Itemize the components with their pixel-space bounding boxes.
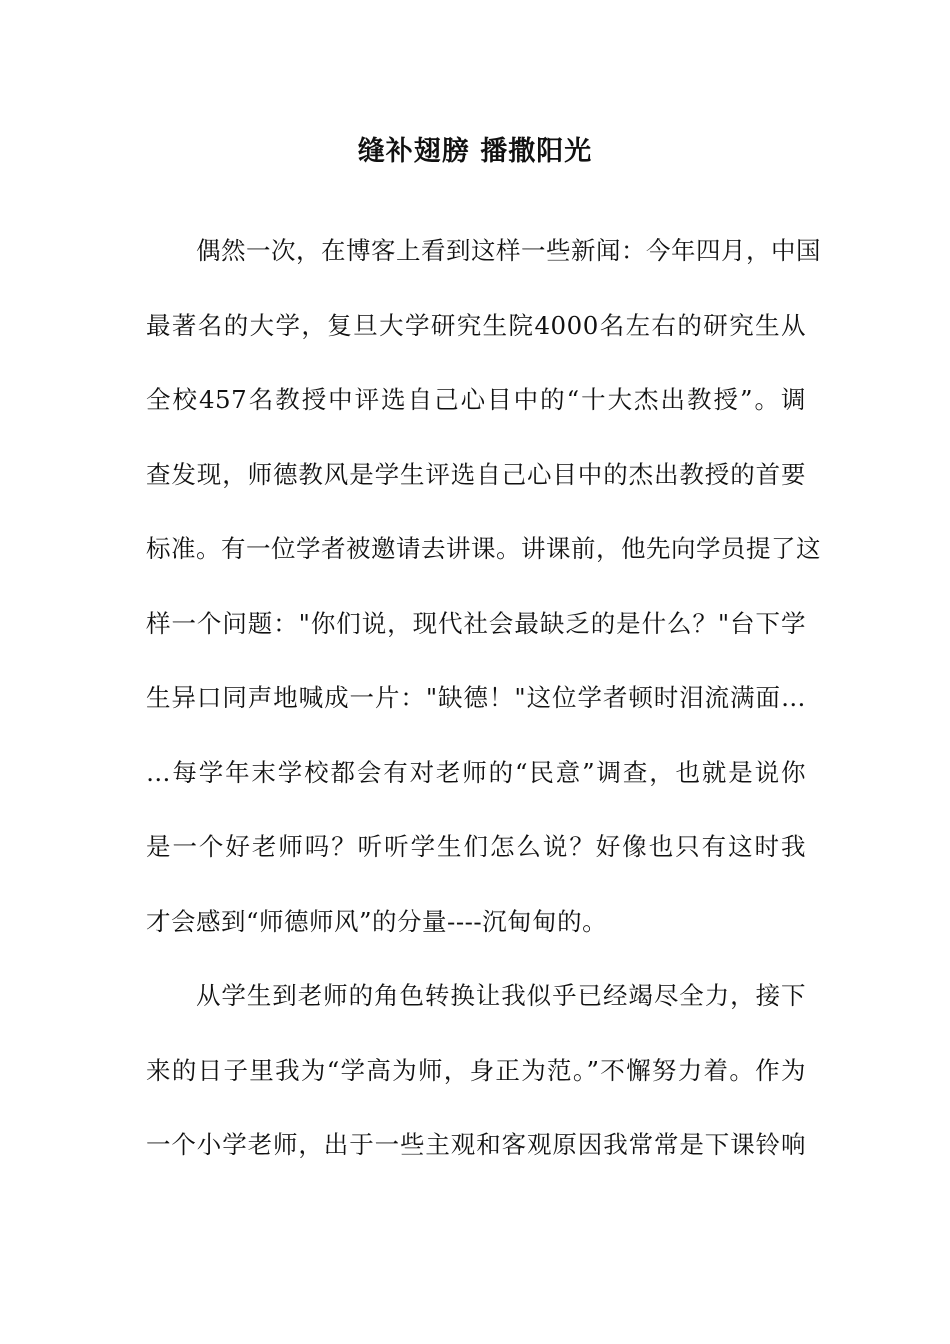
text-line: 生异口同声地喊成一片："缺德！"这位学者顿时泪流满面… — [146, 683, 806, 712]
text-line: 才会感到“师德师风”的分量----沉甸甸的。 — [146, 906, 608, 936]
text-line: 标准。有一位学者被邀请去讲课。讲课前，他先向学员提了这 — [146, 534, 821, 563]
document-body — [146, 214, 821, 1183]
paragraph-2 — [146, 959, 806, 1183]
text-line: 来的日子里我为“学高为师，身正为范。”不懈努力着。作为 — [146, 1055, 806, 1085]
text-line: 全校457名教授中评选自己心目中的“十大杰出教授”。调 — [146, 385, 806, 414]
text-line: …每学年末学校都会有对老师的“民意”调查，也就是说你 — [146, 757, 806, 787]
text-line: 最著名的大学，复旦大学研究生院4000名左右的研究生从 — [146, 310, 806, 340]
text-line: 查发现，师德教风是学生评选自己心目中的杰出教授的首要 — [146, 459, 806, 489]
document-title: 缝补翅膀 播撒阳光 — [357, 136, 593, 167]
paragraph-1 — [146, 214, 821, 959]
text-line: 一个小学老师，出于一些主观和客观原因我常常是下课铃响 — [146, 1130, 806, 1159]
text-line: 偶然一次，在博客上看到这样一些新闻：今年四月，中国 — [196, 236, 821, 265]
text-line: 从学生到老师的角色转换让我似乎已经竭尽全力，接下 — [196, 981, 806, 1010]
text-line: 样一个问题："你们说，现代社会最缺乏的是什么？"台下学 — [146, 608, 806, 638]
text-line: 是一个好老师吗？听听学生们怎么说？好像也只有这时我 — [146, 832, 806, 861]
